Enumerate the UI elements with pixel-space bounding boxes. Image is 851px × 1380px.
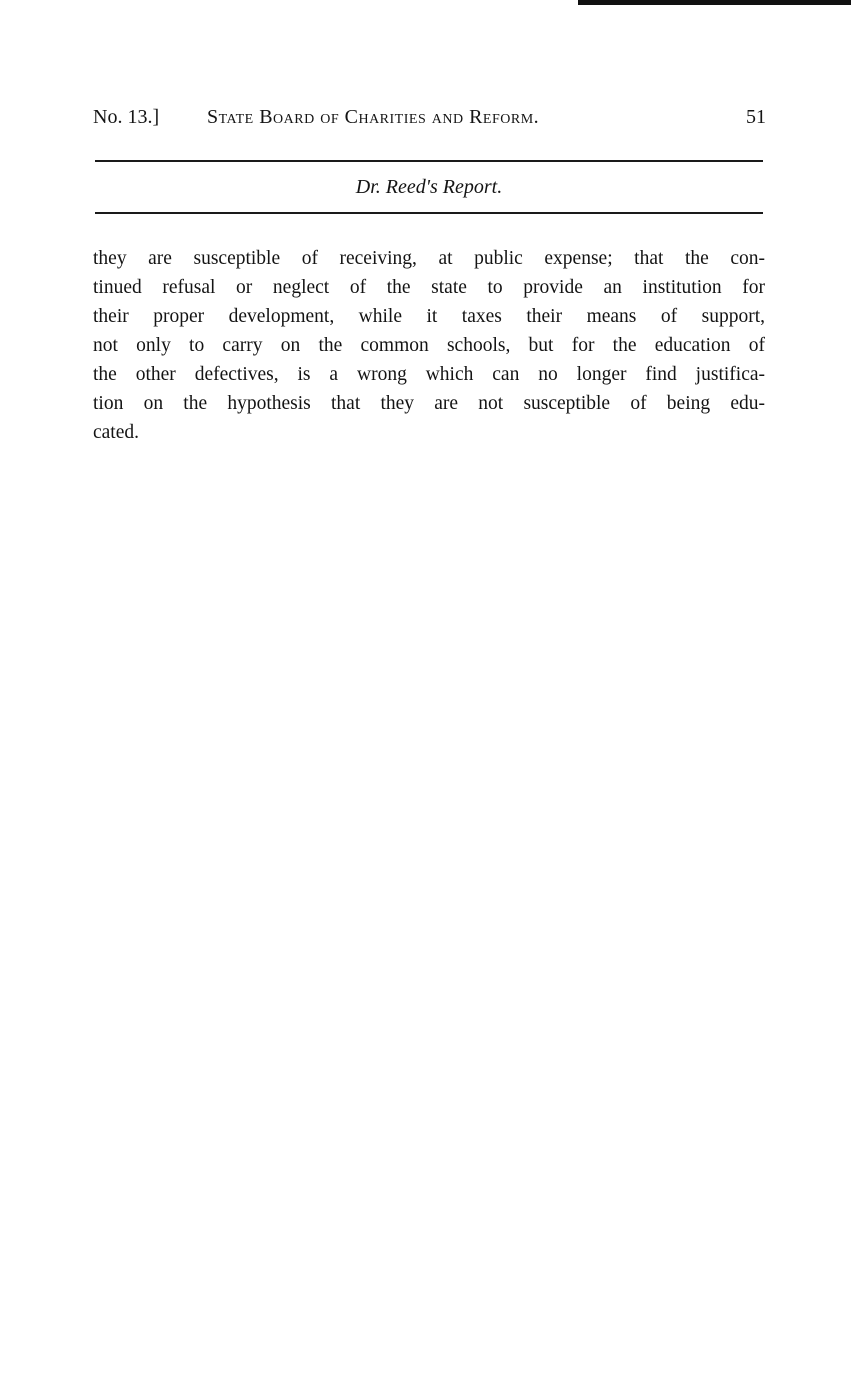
text-line: their proper development, while it taxes their means of support,: [93, 306, 765, 327]
text-line: tinued refusal or neglect of the state to provide an institution for: [93, 277, 765, 298]
running-head: [93, 104, 766, 134]
page-number: 51: [746, 106, 766, 128]
body-paragraph: [93, 244, 765, 447]
bottom-rule: [95, 212, 763, 214]
section-heading: Dr. Reed's Report.: [355, 176, 503, 198]
text-line: tion on the hypothesis that they are not susceptible of being edu-: [93, 393, 765, 414]
running-head-title: State Board of Charities and Reform.: [207, 106, 540, 128]
text-line: not only to carry on the common schools, but for the education of: [93, 335, 765, 356]
text-line: cated.: [93, 422, 140, 443]
document-number: No. 13.]: [93, 106, 160, 128]
text-line: the other defectives, is a wrong which can no longer find justifica-: [93, 364, 765, 385]
top-rule: [95, 160, 763, 162]
page-edge-mark: [578, 0, 851, 5]
text-line: they are susceptible of receiving, at public expense; that the con-: [93, 248, 765, 269]
